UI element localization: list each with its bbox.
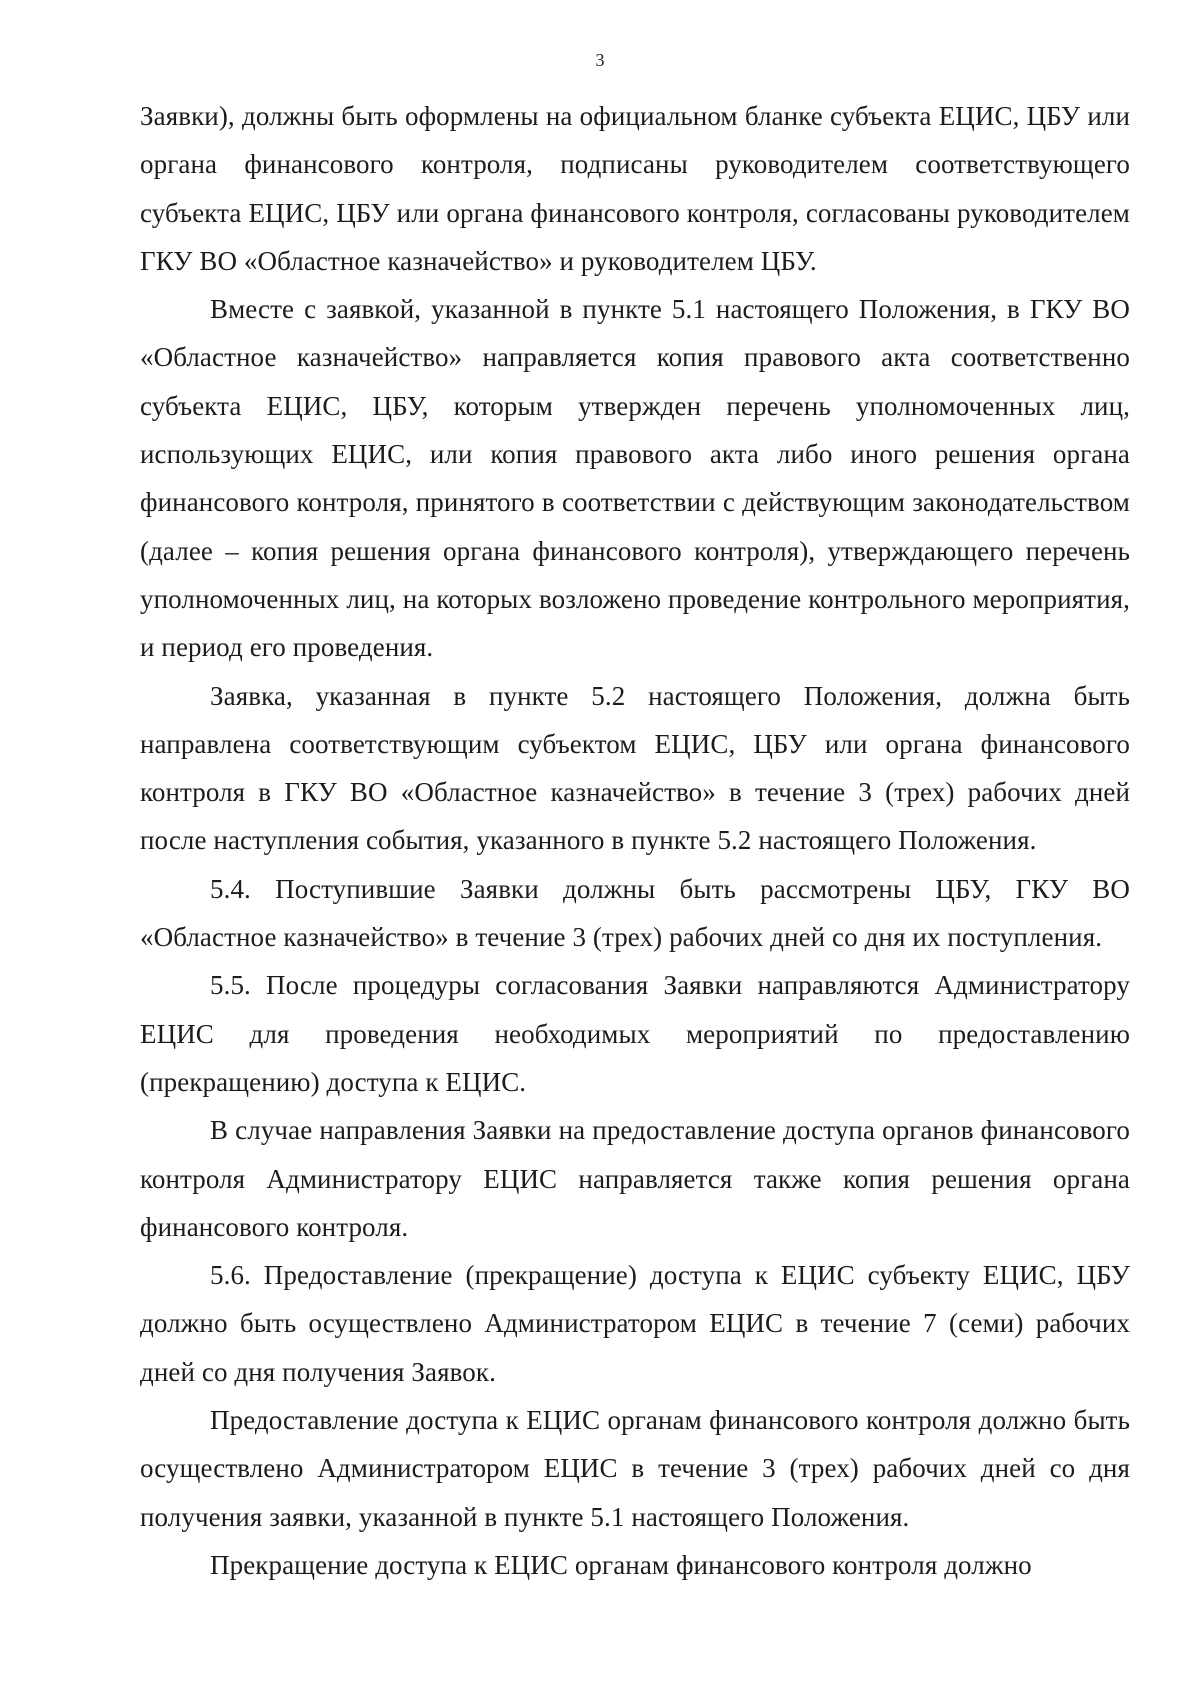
paragraph-5-4: 5.4. Поступившие Заявки должны быть рассмотрены ЦБУ, ГКУ ВО «Областное казначейство» в течение 3 (трех) рабочих дней со дня их поступления. xyxy=(140,873,1130,953)
paragraph-5-5: 5.5. После процедуры согласования Заявки направляются Администратору ЕЦИС для проведения необходимых мероприятий по предоставлению (прекращению) доступа к ЕЦИС. xyxy=(140,970,1130,1097)
page-number: 3 xyxy=(595,50,605,70)
paragraph-application-5-2: Заявка, указанная в пункте 5.2 настоящего Положения, должна быть направлена соответствующим субъектом ЕЦИС, ЦБУ или органа финансового контроля в ГКУ ВО «Областное казначейство» в течение 3 (трех) рабочих дней после наступления события, указанного в пункте 5.2 настоящего Положения. xyxy=(140,680,1130,856)
paragraph-financial-control-copy: В случае направления Заявки на предоставление доступа органов финансового контроля Администратору ЕЦИС направляется также копия решения органа финансового контроля. xyxy=(140,1115,1130,1242)
paragraph-continuation: Заявки), должны быть оформлены на официальном бланке субъекта ЕЦИС, ЦБУ или органа финансового контроля, подписаны руководителем соответствующего субъекта ЕЦИС, ЦБУ или органа финансового контроля, согласованы руководителем ГКУ ВО «Областное казначейство» и руководителем ЦБУ. xyxy=(140,101,1130,276)
paragraph-application-copy: Вместе с заявкой, указанной в пункте 5.1 настоящего Положения, в ГКУ ВО «Областное казначейство» направляется копия правового акта соответственно субъекта ЕЦИС, ЦБУ, которым утвержден перечень уполномоченных лиц, использующих ЕЦИС, или копия правового акта либо иного решения органа финансового контроля, принятого в соответствии с действующим законодательством (далее – копия решения органа финансового контроля), утверждающего перечень уполномоченных лиц, на которых возложено проведение контрольного мероприятия, и период его проведения. xyxy=(140,294,1130,663)
paragraph-access-termination: Прекращение доступа к ЕЦИС органам финансового контроля должно xyxy=(210,1549,1032,1580)
paragraph-access-grant: Предоставление доступа к ЕЦИС органам финансового контроля должно быть осуществлено Администратором ЕЦИС в течение 3 (трех) рабочих дней со дня получения заявки, указанной в пункте 5.1 настоящего Положения. xyxy=(140,1405,1130,1532)
paragraph-5-6: 5.6. Предоставление (прекращение) доступа к ЕЦИС субъекту ЕЦИС, ЦБУ должно быть осуществлено Администратором ЕЦИС в течение 7 (семи) рабочих дней со дня получения Заявок. xyxy=(140,1260,1130,1387)
document-body xyxy=(140,92,1130,1589)
